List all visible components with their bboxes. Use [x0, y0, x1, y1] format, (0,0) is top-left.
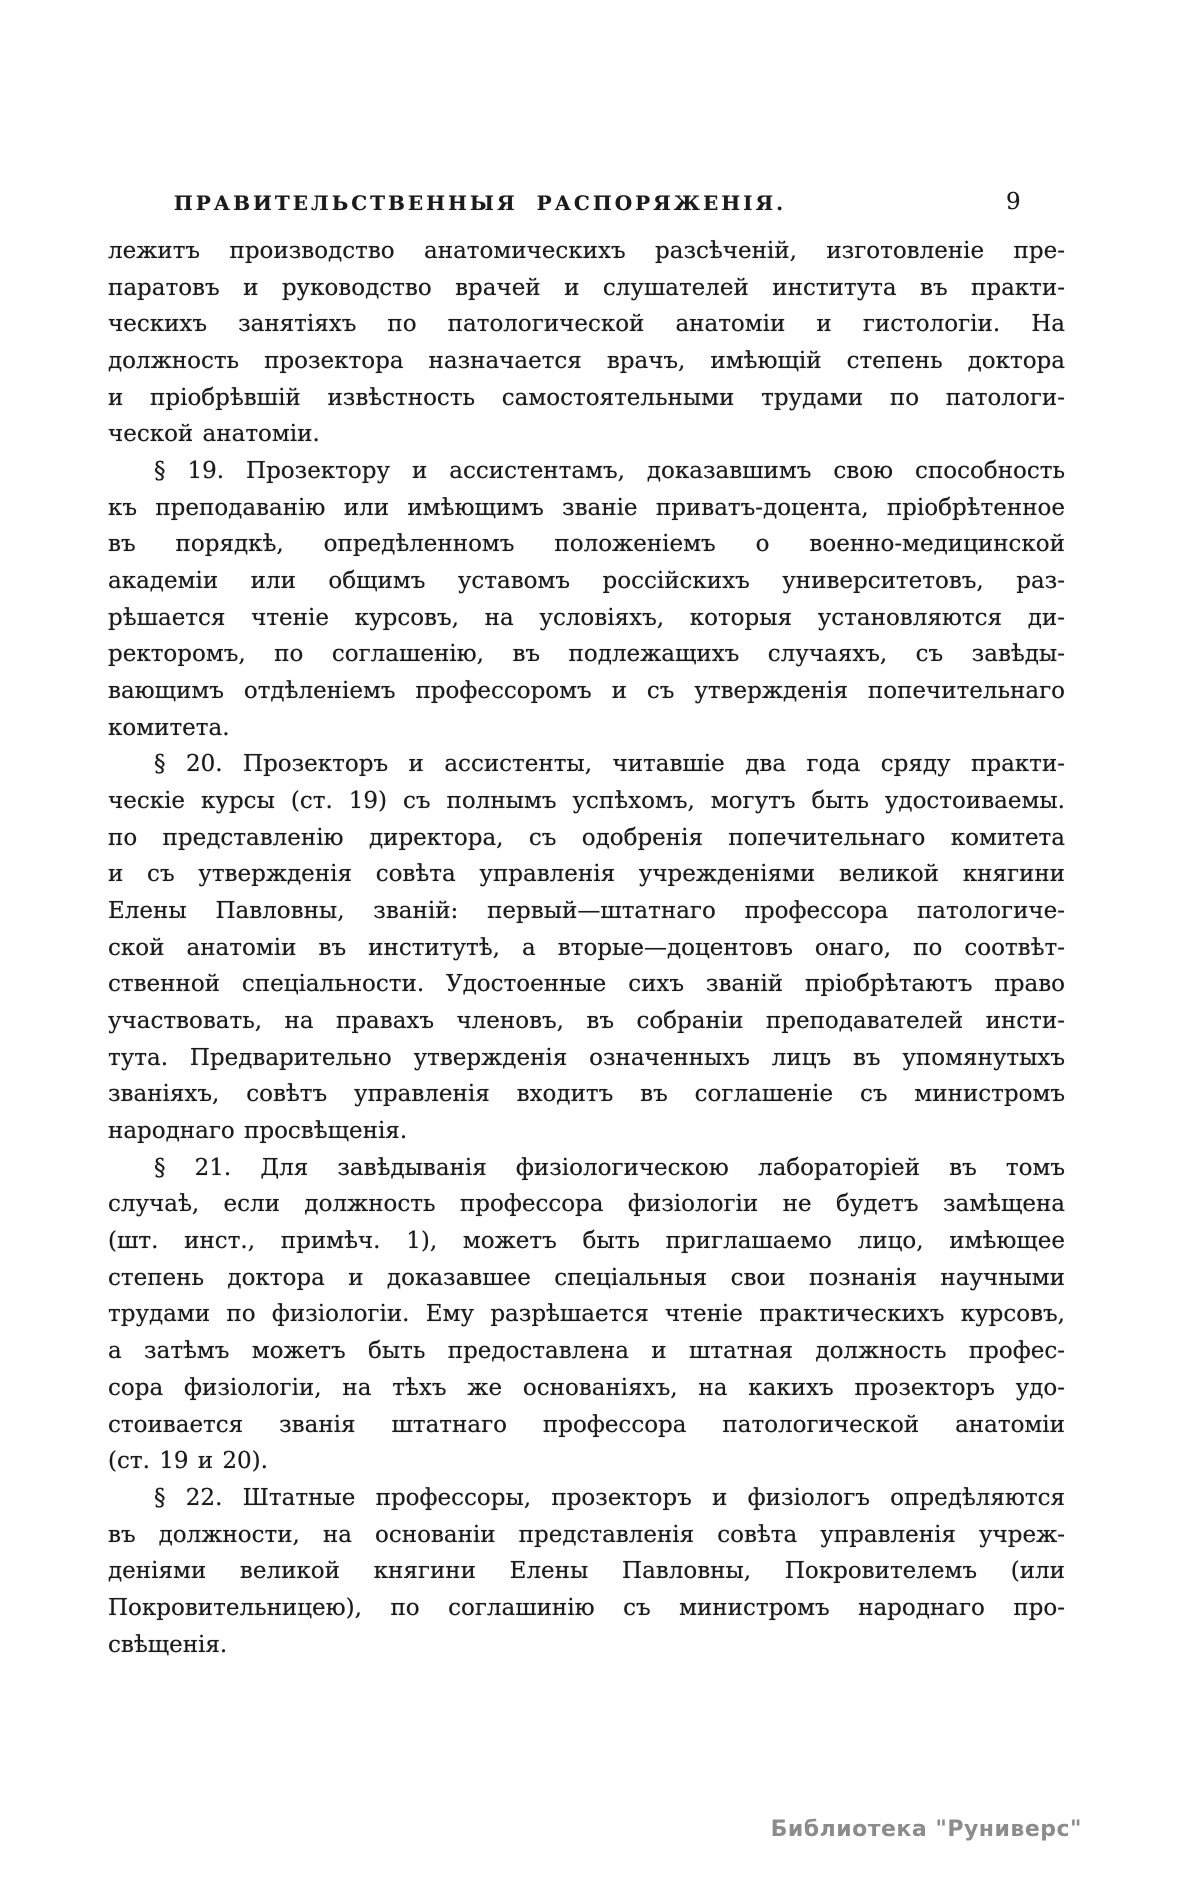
- text-line: свѣщенія.: [108, 1631, 228, 1658]
- text-line: по представленію директора, съ одобренія попечительнаго комитета: [108, 824, 1065, 851]
- text-line: вающимъ отдѣленіемъ профессоромъ и съ утвержденія попечительнаго: [108, 678, 1065, 705]
- text-line: § 22. Штатные профессоры, прозекторъ и физіологъ опредѣляются: [154, 1484, 1065, 1511]
- text-line: Елены Павловны, званій: первый—штатнаго профессора патологиче-: [108, 898, 1065, 925]
- text-line: § 21. Для завѣдыванія физіологическою лабораторіей въ томъ: [154, 1154, 1065, 1181]
- text-line: рѣшается чтеніе курсовъ, на условіяхъ, которыя установляются ди-: [108, 604, 1065, 631]
- page-number: 9: [1006, 189, 1021, 215]
- paragraph: [108, 746, 1065, 1149]
- text-line: должность прозектора назначается врачъ, имѣющій степень доктора: [108, 348, 1065, 375]
- text-line: степень доктора и доказавшее спеціальныя свои познанія научными: [108, 1264, 1065, 1291]
- text-line: сора физіологіи, на тѣхъ же основаніяхъ, на какихъ прозекторъ удо-: [108, 1374, 1065, 1401]
- paragraph: [108, 1480, 1065, 1663]
- text-line: ственной спеціальности. Удостоенные сихъ званій пріобрѣтаютъ право: [108, 971, 1065, 998]
- text-line: ческихъ занятіяхъ по патологической анатоміи и гистологіи. На: [108, 311, 1065, 338]
- text-line: случаѣ, если должность профессора физіологіи не будетъ замѣщена: [108, 1191, 1065, 1218]
- text-line: участвовать, на правахъ членовъ, въ собраніи преподавателей инсти-: [108, 1008, 1065, 1035]
- text-line: Покровительницею), по соглашинію съ министромъ народнаго про-: [108, 1594, 1065, 1621]
- text-line: къ преподаванію или имѣющимъ званіе приватъ-доцента, пріобрѣтенное: [108, 494, 1065, 521]
- text-line: ческіе курсы (ст. 19) съ полнымъ успѣхомъ, могутъ быть удостоиваемы.: [108, 788, 1065, 815]
- text-line: ректоромъ, по соглашенію, въ подлежащихъ случаяхъ, съ завѣды-: [108, 641, 1065, 668]
- text-line: и съ утвержденія совѣта управленія учрежденіями великой княгини: [108, 861, 1065, 888]
- text-line: комитета.: [108, 714, 230, 741]
- text-line: ческой анатоміи.: [108, 421, 320, 448]
- paragraph: [108, 453, 1065, 746]
- text-content: [108, 233, 1065, 1663]
- paragraph: [108, 233, 1065, 453]
- text-line: трудами по физіологіи. Ему разрѣшается чтеніе практическихъ курсовъ,: [108, 1301, 1065, 1328]
- text-line: § 19. Прозектору и ассистентамъ, доказавшимъ свою способность: [154, 458, 1065, 485]
- text-line: лежитъ производство анатомическихъ разсѣченій, изготовленіе пре-: [108, 238, 1065, 264]
- text-line: § 20. Прозекторъ и ассистенты, читавшіе два года сряду практи-: [154, 751, 1065, 778]
- text-line: тута. Предварительно утвержденія означенныхъ лицъ въ упомянутыхъ: [108, 1044, 1065, 1071]
- text-line: званіяхъ, совѣтъ управленія входитъ въ соглашеніе съ министромъ: [108, 1081, 1065, 1108]
- paragraph: [108, 1150, 1065, 1480]
- text-line: академіи или общимъ уставомъ россійскихъ университетовъ, раз-: [108, 568, 1065, 595]
- text-line: въ порядкѣ, опредѣленномъ положеніемъ о военно-медицинской: [108, 531, 1065, 558]
- text-line: (ст. 19 и 20).: [108, 1448, 268, 1475]
- watermark: Библиотека "Руниверс": [770, 1817, 1082, 1842]
- text-line: паратовъ и руководство врачей и слушателей института въ практи-: [108, 274, 1065, 301]
- text-line: а затѣмъ можетъ быть предоставлена и штатная должность профес-: [108, 1338, 1065, 1365]
- text-line: (шт. инст., примѣч. 1), можетъ быть приглашаемо лицо, имѣющее: [108, 1228, 1065, 1255]
- text-line: въ должности, на основаніи представленія совѣта управленія учреж-: [108, 1521, 1065, 1548]
- page-header-title: ПРАВИТЕЛЬСТВЕННЫЯ РАСПОРЯЖЕНІЯ.: [173, 191, 787, 215]
- text-line: и пріобрѣвшій извѣстность самостоятельными трудами по патологи-: [108, 384, 1065, 411]
- text-line: деніями великой княгини Елены Павловны, Покровителемъ (или: [108, 1558, 1065, 1585]
- text-line: народнаго просвѣщенія.: [108, 1118, 408, 1145]
- text-line: стоивается званія штатнаго профессора патологической анатоміи: [108, 1411, 1065, 1438]
- text-line: ской анатоміи въ институтѣ, а вторые—доцентовъ онаго, по соотвѣт-: [108, 934, 1065, 961]
